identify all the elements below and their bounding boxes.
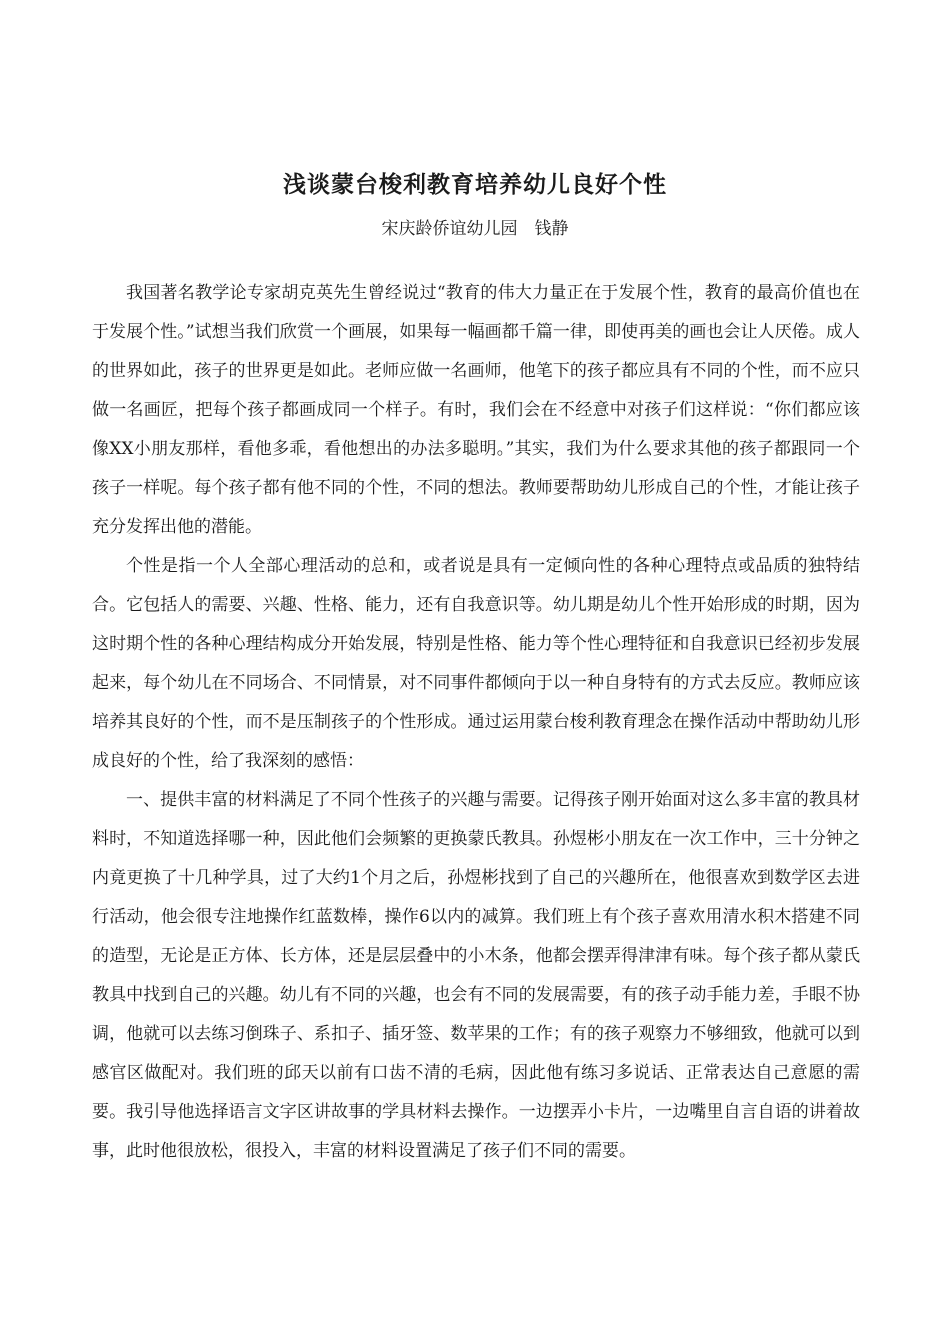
byline-author: 钱静 [534, 219, 569, 239]
article-body [92, 274, 860, 1171]
byline [0, 214, 950, 244]
article-title: 浅谈蒙台梭利教育培养幼儿良好个性 [283, 172, 667, 199]
paragraph-2: 个性是指一个人全部心理活动的总和，或者说是具有一定倾向性的各种心理特点或品质的独特结合。它包括人的需要、兴趣、性格、能力，还有自我意识等。幼儿期是幼儿个性开始形成的时期，因为这时期个性的各种心理结构成分开始发展，特别是性格、能力等个性心理特征和自我意识已经初步发展起来，每个幼儿在不同场合、不同情景，对不同事件都倾向于以一种自身特有的方式去反应。教师应该培养其良好的个性，而不是压制孩子的个性形成。通过运用蒙台梭利教育理念在操作活动中帮助幼儿形成良好的个性，给了我深刻的感悟： [92, 556, 860, 771]
paragraph-3: 一、提供丰富的材料满足了不同个性孩子的兴趣与需要。记得孩子刚开始面对这么多丰富的教具材料时，不知道选择哪一种，因此他们会频繁的更换蒙氏教具。孙煜彬小朋友在一次工作中，三十分钟之内竟更换了十几种学具，过了大约1个月之后，孙煜彬找到了自己的兴趣所在，他很喜欢到数学区去进行活动，他会很专注地操作红蓝数棒，操作6以内的减算。我们班上有个孩子喜欢用清水积木搭建不同的造型，无论是正方体、长方体，还是层层叠中的小木条，他都会摆弄得津津有味。每个孩子都从蒙氏教具中找到自己的兴趣。幼儿有不同的兴趣，也会有不同的发展需要，有的孩子动手能力差，手眼不协调，他就可以去练习倒珠子、系扣子、插牙签、数苹果的工作；有的孩子观察力不够细致，他就可以到感官区做配对。我们班的邱天以前有口齿不清的毛病，因此他有练习多说话、正常表达自己意愿的需要。我引导他选择语言文字区讲故事的学具材料去操作。一边摆弄小卡片，一边嘴里自言自语的讲着故事，此时他很放松，很投入，丰富的材料设置满足了孩子们不同的需要。 [92, 790, 860, 1161]
paragraph-1: 我国著名教学论专家胡克英先生曾经说过“教育的伟大力量正在于发展个性，教育的最高价值也在于发展个性。”试想当我们欣赏一个画展，如果每一幅画都千篇一律，即使再美的画也会让人厌倦。成人的世界如此，孩子的世界更是如此。老师应做一名画师，他笔下的孩子都应具有不同的个性，而不应只做一名画匠，把每个孩子都画成同一个样子。有时，我们会在不经意中对孩子们这样说：“你们都应该像XX小朋友那样，看他多乖，看他想出的办法多聪明。”其实，我们为什么要求其他的孩子都跟同一个孩子一样呢。每个孩子都有他不同的个性，不同的想法。教师要帮助幼儿形成自己的个性，才能让孩子充分发挥出他的潜能。 [92, 283, 860, 537]
byline-organization: 宋庆龄侨谊幼儿园 [381, 219, 518, 239]
